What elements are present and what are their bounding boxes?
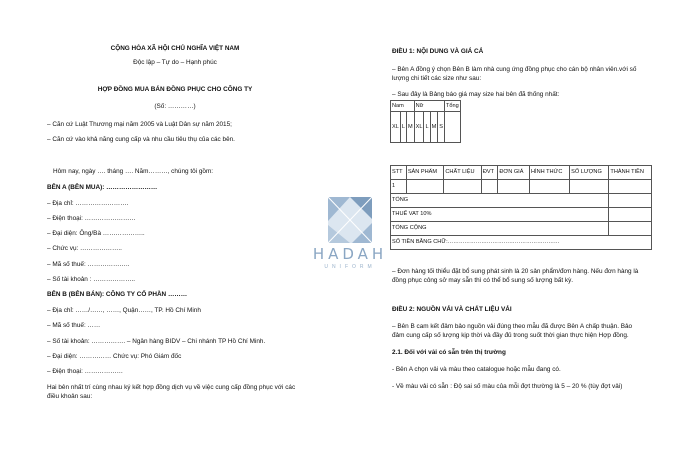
price-head-material: CHẤT LIỆU [444,166,481,180]
agreement-line-2: điều khoản sau: [47,393,93,400]
contract-title: HỢP ĐỒNG MUA BÁN ĐỒNG PHỤC CHO CÔNG TY [97,86,253,93]
party-a-address: – Địa chỉ: ……………………. [47,200,129,207]
party-a-tax-code: – Mã số thuế: ……………….. [47,261,130,268]
nation-heading: CỘNG HÒA XÃ HỘI CHỦ NGHĨA VIỆT NAM [110,45,240,52]
price-head-stt: STT [391,166,407,180]
logo-mark-icon [290,195,410,247]
price-row-index: 1 [391,180,407,194]
article-1-para-2: – Sau đây là Bảng báo giá may size hai bên đã thống nhất: [392,91,560,98]
size-table [390,100,461,143]
party-b-phone: – Điện thoại: ……………… [47,368,124,375]
price-head-product: SẢN PHẨM [406,166,444,180]
size-cell: L [424,112,430,143]
logo-brand-text: HADAH [312,245,388,263]
article-1-para-1b: lượng chi tiết các size như sau: [392,75,482,82]
price-head-unit: ĐVT [481,166,498,180]
size-head-total: Tổng [445,101,461,112]
article-1-heading: ĐIỀU 1: NỘI DUNG VÀ GIÁ CẢ [392,48,484,55]
party-b-address: – Địa chỉ: ……/……, ……, Quận……, TP. Hồ Chí Minh [47,307,201,314]
size-head-male: Nam [391,101,415,112]
article-2-heading: ĐIỀU 2: NGUỒN VẢI VÀ CHẤT LIỆU VẢI [392,306,512,313]
min-order-line-1: – Đơn hàng tối thiểu đặt bổ sung phát sinh là 20 sản phẩm/đơn hàng. Nếu đơn hàng là [392,268,639,275]
motto: Độc lập – Tự do – Hạnh phúc [133,59,217,66]
min-order-line-2: đồng phục công sở may sẵn thì có thể bổ sung số lượng bất kỳ. [392,277,574,284]
size-cell: M [430,112,438,143]
price-in-words: SỐ TIỀN BẰNG CHỮ:…………………………………………………… [391,236,652,250]
price-head-unit-price: ĐƠN GIÁ [498,166,530,180]
price-head-amount: THÀNH TIỀN [609,166,652,180]
section-2-1-para-2: - Về màu vải có sẵn : Độ sai số màu của mỗi đợt thường là 5 – 20 % (tùy đợt vải) [392,383,623,390]
section-2-1-heading: 2.1. Đối với vải có sẵn trên thị trường [392,349,506,356]
basis-law: – Căn cứ Luật Thương mại năm 2005 và Luật Dân sự năm 2015; [47,121,232,128]
price-vat: THUẾ VAT 10% [391,208,609,222]
party-b-account: – Số tài khoản: ……………. – Ngân hàng BIDV – Chi nhánh TP Hồ Chí Minh. [47,338,266,345]
party-a-representative: – Đại diện: Ông/Bà ……………….. [47,230,145,237]
party-a-position: – Chức vụ: ……………….. [47,245,122,252]
size-cell: S [438,112,445,143]
date-line: Hôm nay, ngày …. tháng …. Năm………, chúng tôi gồm: [53,168,214,175]
party-b-representative: – Đại diện: …………… Chức vụ: Phó Giám đốc [47,353,182,360]
party-b-tax-code: – Mã số thuế: …… [47,322,101,329]
article-2-para-1b: đảm cung cấp số lượng kịp thời và đầy đủ trong suốt thời gian thực hiện Hợp đồng. [392,332,629,339]
agreement-line-1: Hai bên nhất trí cùng nhau ký kết hợp đồng dịch vụ về việc cung cấp đồng phục với các [47,384,296,391]
party-b-heading: BÊN B (BÊN BÁN): CÔNG TY CỔ PHẦN ……… [47,291,188,298]
price-table [390,165,652,250]
basis-demand: – Căn cứ vào khả năng cung cấp và nhu cầu tiêu thụ của các bên. [47,136,235,143]
article-2-para-1a: – Bên B cam kết đảm bảo nguồn vải đúng theo mẫu đã được Bên A chấp thuận. Bảo [392,323,633,330]
size-cell-empty [445,112,461,143]
contract-number: (Số: …………) [154,103,196,110]
price-head-quantity: SỐ LƯỢNG [570,166,609,180]
size-cell: M [406,112,414,143]
price-total: TỔNG [391,194,609,208]
party-a-heading: BÊN A (BÊN MUA): …………………… [47,184,158,191]
size-cell: XL [391,112,401,143]
section-2-1-para-1: - Bên A chọn vải và màu theo catalogue hoặc mẫu đang có. [392,366,561,373]
size-cell: XL [414,112,424,143]
price-grand-total: TỔNG CỘNG [391,222,609,236]
logo-sub-text: UNIFORM [324,264,376,270]
party-a-phone: – Điện thoại: …………………… [47,215,136,222]
article-1-para-1a: – Bên A đồng ý chọn Bên B làm nhà cung ứng đồng phục cho cán bộ nhân viên.với số [392,66,637,73]
size-head-female: Nữ [414,101,444,112]
party-a-account: – Số tài khoản : ……………….. [47,276,136,283]
size-cell: L [400,112,406,143]
hadah-logo [290,195,410,275]
price-head-type: HÌNH THỨC [529,166,569,180]
